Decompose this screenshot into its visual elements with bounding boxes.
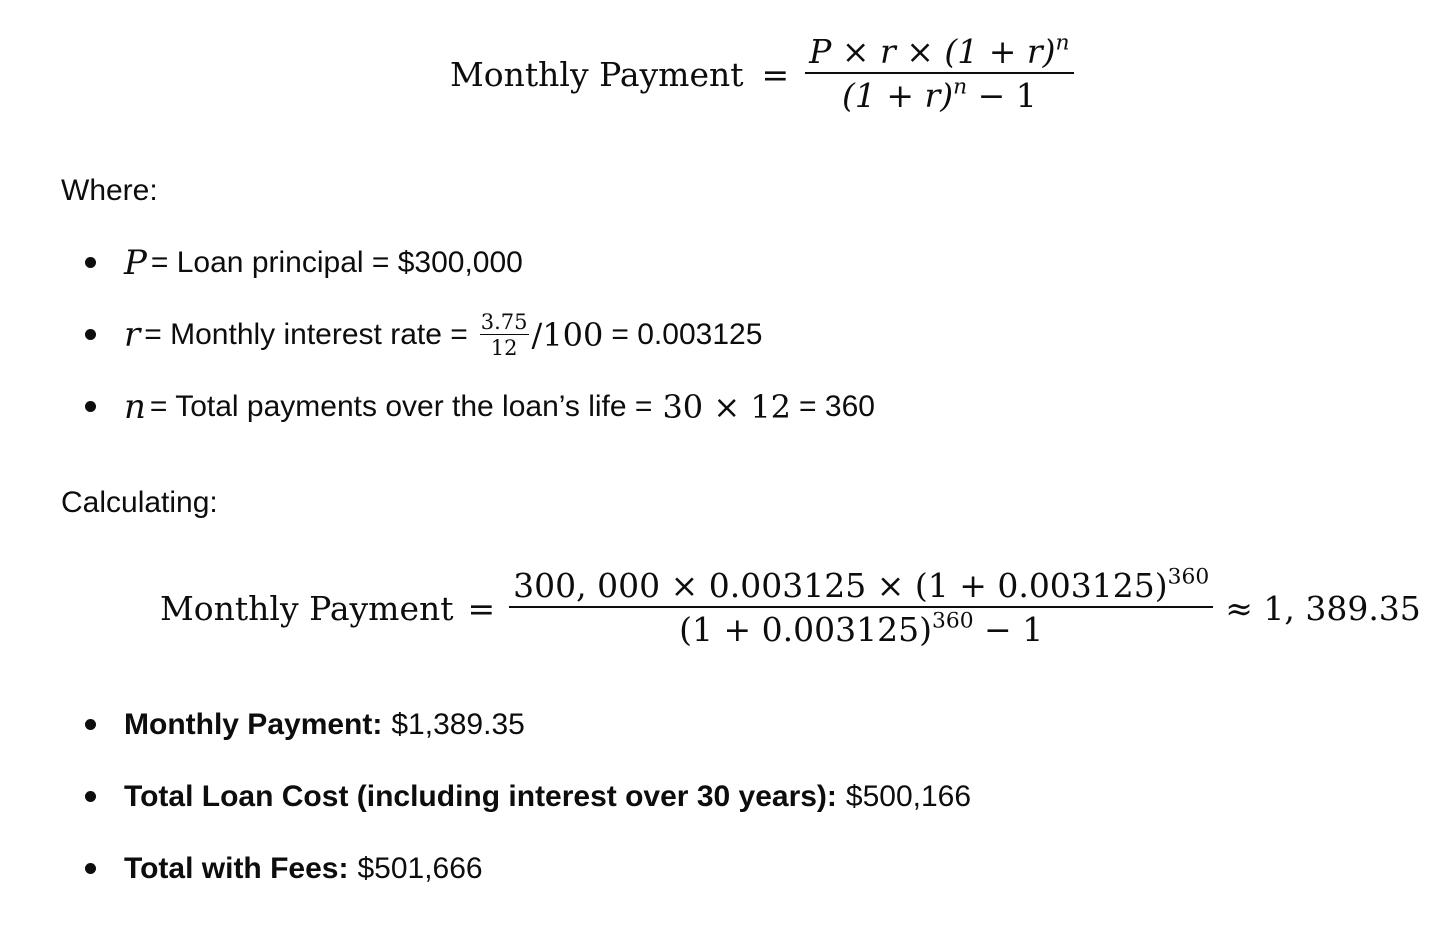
numerator-exponent: 360: [1167, 564, 1210, 590]
variable-symbol: r: [124, 315, 141, 355]
definition-text: = Monthly interest rate =: [144, 318, 468, 351]
denominator-text: (1 + 0.003125): [679, 609, 933, 649]
numerator-text: 300, 000 × 0.003125 × (1 + 0.003125): [513, 566, 1168, 606]
list-item: [0, 299, 875, 371]
bullet-icon: [85, 257, 96, 268]
result-value: $500,166: [845, 780, 972, 813]
bullet-icon: [85, 329, 96, 340]
denominator-exponent: n: [953, 74, 968, 100]
denominator-exponent: 360: [932, 608, 974, 634]
result-value: $501,666: [357, 852, 483, 885]
denominator-tail: − 1: [967, 75, 1037, 115]
definition-result: = 360: [799, 390, 875, 423]
monthly-payment-formula: [450, 28, 1074, 120]
bullet-icon: [85, 719, 96, 730]
list-item: [0, 689, 971, 761]
formula-numerator: [509, 564, 1213, 606]
denominator-text: (1 + r): [841, 75, 954, 115]
approx-result: ≈ 1, 389.35: [1225, 588, 1421, 628]
variable-symbol: n: [124, 387, 146, 427]
variable-symbol: P: [124, 243, 147, 283]
equals-sign: =: [467, 588, 496, 628]
bullet-icon: [85, 791, 96, 802]
result-value: $1,389.35: [391, 708, 525, 741]
result-label: Total Loan Cost (including interest over 30 years):: [124, 780, 837, 813]
bullet-icon: [85, 401, 96, 412]
rate-fraction-numerator: 3.75: [480, 309, 528, 334]
formula-numerator: [805, 30, 1073, 72]
rate-divisor: /100: [531, 316, 604, 354]
formula-fraction: [805, 30, 1073, 115]
rate-fraction-denominator: 12: [490, 336, 518, 361]
definition-text: = Loan principal = $300,000: [150, 246, 523, 279]
formula-lhs: Monthly Payment: [160, 588, 454, 628]
result-label: Total with Fees:: [124, 852, 349, 885]
definitions-list: [0, 227, 875, 443]
results-list: [0, 689, 971, 905]
list-item: [0, 371, 875, 443]
definition-text: = Total payments over the loan’s life =: [149, 390, 653, 423]
numerator-exponent: n: [1055, 30, 1070, 56]
rate-fraction: [480, 311, 529, 359]
formula-fraction: [509, 564, 1213, 649]
formula-denominator: [838, 74, 1041, 115]
fraction-bar: [805, 72, 1073, 74]
payments-product: 30 × 12: [662, 388, 792, 426]
where-label: Where:: [61, 174, 158, 207]
denominator-tail: − 1: [973, 609, 1044, 649]
numerator-text: P × r × (1 + r): [809, 32, 1056, 72]
monthly-payment-calculation: [160, 560, 1421, 656]
list-item: [0, 761, 971, 833]
result-label: Monthly Payment:: [124, 708, 383, 741]
equals-sign: =: [761, 54, 790, 94]
definition-result: = 0.003125: [611, 318, 763, 351]
bullet-icon: [85, 863, 96, 874]
formula-denominator: [675, 608, 1047, 649]
list-item: [0, 833, 971, 905]
calculating-label: Calculating:: [61, 486, 218, 519]
list-item: [0, 227, 875, 299]
formula-lhs: Monthly Payment: [450, 54, 744, 94]
fraction-bar: [480, 334, 529, 335]
fraction-bar: [509, 606, 1213, 608]
